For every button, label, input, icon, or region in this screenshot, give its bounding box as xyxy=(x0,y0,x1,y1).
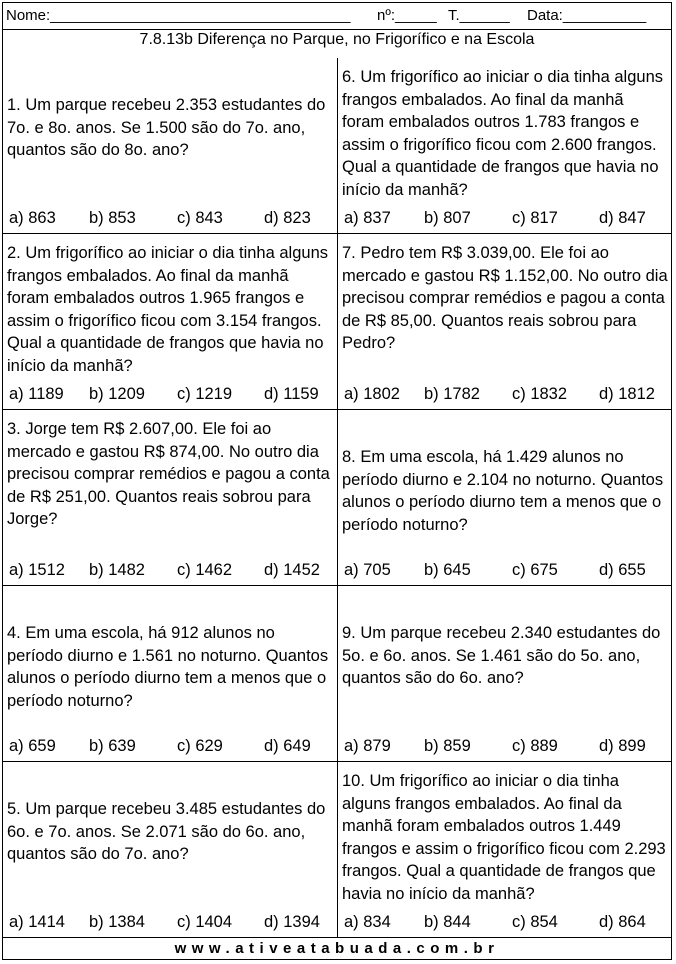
answer-option-c[interactable]: c) 854 xyxy=(512,913,558,931)
answer-option-b[interactable]: b) 859 xyxy=(424,737,471,755)
question-6 xyxy=(338,58,672,234)
question-10 xyxy=(338,762,672,938)
questions-grid xyxy=(3,58,671,938)
answer-option-d[interactable]: d) 1394 xyxy=(264,913,320,931)
row-separator xyxy=(3,409,671,410)
answer-option-d[interactable]: d) 847 xyxy=(599,209,646,227)
answer-option-a[interactable]: a) 863 xyxy=(9,209,56,227)
row-separator xyxy=(3,233,671,234)
header-bar xyxy=(3,3,671,30)
question-text: 4. Em uma escola, há 912 alunos no período diurno e 1.561 no noturno. Quantos alunos o período diurno tem a menos que o período noturno? xyxy=(7,624,329,710)
row-separator xyxy=(3,585,671,586)
answer-option-c[interactable]: c) 889 xyxy=(512,737,558,755)
answer-option-a[interactable]: a) 1414 xyxy=(9,913,65,931)
answer-option-c[interactable]: c) 1219 xyxy=(177,385,233,403)
answer-option-b[interactable]: b) 1782 xyxy=(424,385,480,403)
question-text: 3. Jorge tem R$ 2.607,00. Ele foi ao mercado e gastou R$ 874,00. No outro dia precisou comprar remédios e pagou a conta de R$ 251,00. Quantos reais sobrou para Jorge? xyxy=(7,420,330,528)
question-text: 2. Um frigorífico ao iniciar o dia tinha alguns frangos embalados. Ao final da manhã foram embalados outros 1.965 frangos e assim o frigorífico ficou com 3.154 frangos. Qual a quantidade de frangos que havia no início da manhã? xyxy=(7,244,328,375)
answer-option-d[interactable]: d) 649 xyxy=(264,737,311,755)
question-9 xyxy=(338,586,672,762)
answer-option-d[interactable]: d) 864 xyxy=(599,913,646,931)
answer-option-d[interactable]: d) 1452 xyxy=(264,561,320,579)
site-footer: www.ativeatabuada.com.br xyxy=(174,940,500,957)
answer-option-c[interactable]: c) 817 xyxy=(512,209,558,227)
answer-option-b[interactable]: b) 844 xyxy=(424,913,471,931)
answer-option-a[interactable]: a) 705 xyxy=(344,561,391,579)
question-text: 1. Um parque recebeu 2.353 estudantes do 7o. e 8o. anos. Se 1.500 são do 7o. ano, quantos são do 8o. ano? xyxy=(7,96,326,159)
row-separator xyxy=(3,761,671,762)
question-3 xyxy=(3,410,337,586)
answer-option-b[interactable]: b) 1482 xyxy=(89,561,145,579)
answer-option-a[interactable]: a) 659 xyxy=(9,737,56,755)
question-text: 5. Um parque recebeu 3.485 estudantes do 6o. e 7o. anos. Se 2.071 são do 6o. ano, quantos são do 7o. ano? xyxy=(7,800,326,863)
question-8 xyxy=(338,410,672,586)
answer-option-a[interactable]: a) 879 xyxy=(344,737,391,755)
worksheet-title: 7.8.13b Diferença no Parque, no Frigorífico e na Escola xyxy=(139,31,535,48)
number-field: nº:_____ xyxy=(377,7,437,24)
answer-option-a[interactable]: a) 834 xyxy=(344,913,391,931)
answer-option-b[interactable]: b) 807 xyxy=(424,209,471,227)
answer-option-b[interactable]: b) 639 xyxy=(89,737,136,755)
question-text: 7. Pedro tem R$ 3.039,00. Ele foi ao mercado e gastou R$ 1.152,00. No outro dia precisou comprar remédios e pagou a conta de R$ 85,00. Quantos reais sobrou para Pedro? xyxy=(342,244,668,352)
question-5 xyxy=(3,762,337,938)
answer-option-d[interactable]: d) 823 xyxy=(264,209,311,227)
answer-option-a[interactable]: a) 1512 xyxy=(9,561,65,579)
answer-option-b[interactable]: b) 645 xyxy=(424,561,471,579)
question-text: 6. Um frigorífico ao iniciar o dia tinha alguns frangos embalados. Ao final da manhã foram embalados outros 1.783 frangos e assim o frigorífico ficou com 2.600 frangos. Qual a quantidade de frangos que havia no início da manhã? xyxy=(342,68,663,199)
question-text: 9. Um parque recebeu 2.340 estudantes do 5o. e 6o. anos. Se 1.461 são do 5o. ano, quantos são do 6o. ano? xyxy=(342,624,661,687)
question-text: 10. Um frigorífico ao iniciar o dia tinha alguns frangos embalados. Ao final da manhã foram embalados outros 1.449 frangos e assim o frigorífico ficou com 2.293 frangos. Qual a quantidade de frangos que havia no início da manhã? xyxy=(342,772,666,903)
name-field: Nome:____________________________________ xyxy=(6,7,351,24)
grid-bottom-line xyxy=(3,937,671,938)
answer-option-d[interactable]: d) 655 xyxy=(599,561,646,579)
answer-option-a[interactable]: a) 1802 xyxy=(344,385,400,403)
class-field: T.______ xyxy=(448,7,510,24)
answer-option-d[interactable]: d) 1812 xyxy=(599,385,655,403)
answer-option-d[interactable]: d) 899 xyxy=(599,737,646,755)
answer-option-d[interactable]: d) 1159 xyxy=(264,385,319,403)
answer-option-c[interactable]: c) 843 xyxy=(177,209,223,227)
question-1 xyxy=(3,58,337,234)
answer-option-c[interactable]: c) 629 xyxy=(177,737,223,755)
answer-option-b[interactable]: b) 1209 xyxy=(89,385,145,403)
answer-option-b[interactable]: b) 1384 xyxy=(89,913,145,931)
answer-option-a[interactable]: a) 837 xyxy=(344,209,391,227)
question-2 xyxy=(3,234,337,410)
question-7 xyxy=(338,234,672,410)
answer-option-c[interactable]: c) 1404 xyxy=(177,913,233,931)
question-text: 8. Em uma escola, há 1.429 alunos no período diurno e 2.104 no noturno. Quantos alunos o período diurno tem a menos que o período noturno? xyxy=(342,448,664,534)
answer-option-a[interactable]: a) 1189 xyxy=(9,385,64,403)
answer-option-c[interactable]: c) 1462 xyxy=(177,561,233,579)
question-4 xyxy=(3,586,337,762)
answer-option-c[interactable]: c) 675 xyxy=(512,561,558,579)
answer-option-b[interactable]: b) 853 xyxy=(89,209,136,227)
date-field: Data:__________ xyxy=(527,7,647,24)
answer-option-c[interactable]: c) 1832 xyxy=(512,385,568,403)
worksheet-page xyxy=(2,2,672,960)
